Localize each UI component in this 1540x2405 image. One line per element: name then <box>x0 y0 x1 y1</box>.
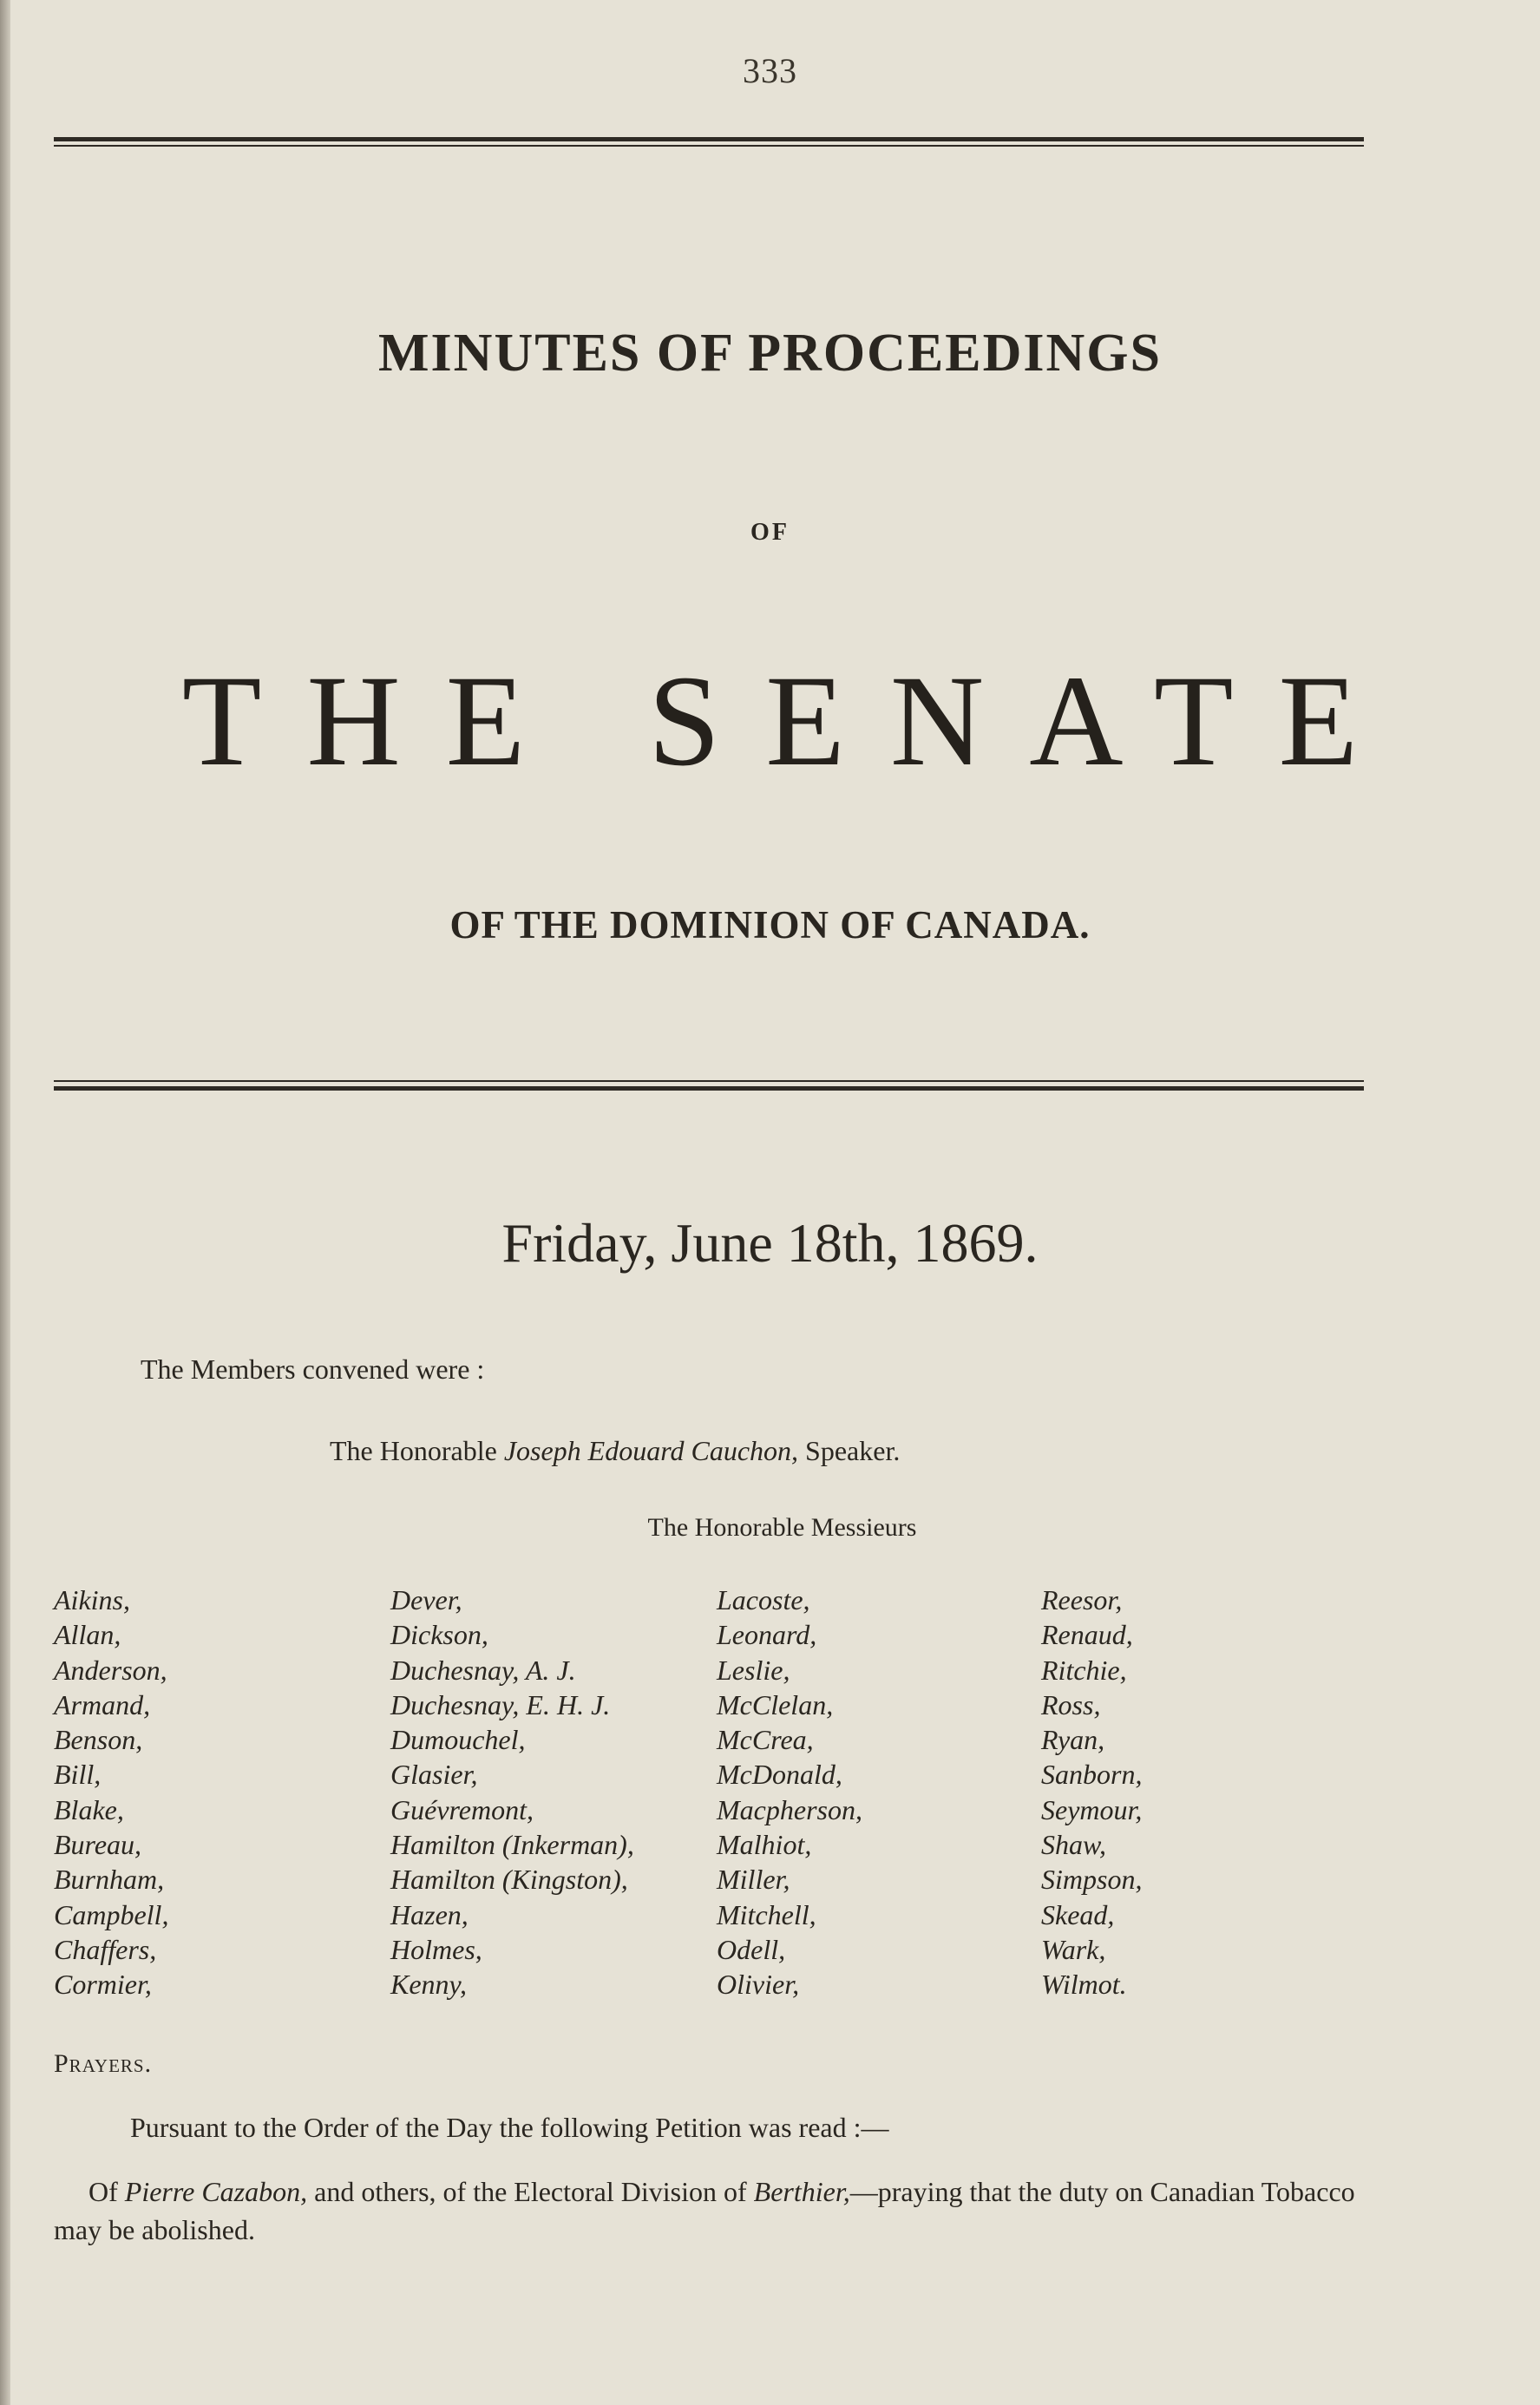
member-name: Ryan, <box>1041 1724 1105 1756</box>
member-column-1 <box>54 1583 168 2002</box>
member-name: Dever, <box>390 1584 462 1615</box>
member-name: Anderson, <box>54 1654 167 1686</box>
petition-paragraph <box>54 2172 1364 2249</box>
member-name: Ross, <box>1041 1688 1101 1720</box>
member-name: Olivier, <box>717 1969 800 2001</box>
petition-of: Of <box>88 2176 118 2207</box>
member-name: McClelan, <box>717 1688 834 1720</box>
member-name: Allan, <box>54 1619 121 1651</box>
prayers-heading: Prayers. <box>54 2049 153 2078</box>
member-name: Odell, <box>717 1933 786 1965</box>
order-of-day-line: Pursuant to the Order of the Day the following Petition was read :— <box>130 2112 889 2143</box>
member-name: Blake, <box>54 1793 124 1825</box>
member-column-3 <box>717 1583 862 2002</box>
member-name: Benson, <box>54 1724 143 1756</box>
member-name: Reesor, <box>1041 1584 1123 1615</box>
member-name: Hazen, <box>390 1898 469 1930</box>
member-name: Chaffers, <box>54 1933 157 1965</box>
member-name: Shaw, <box>1041 1829 1106 1861</box>
messieurs-heading: The Honorable Messieurs <box>647 1513 917 1542</box>
member-name: Dickson, <box>390 1619 488 1651</box>
members-heading: The Members convened were : <box>141 1353 485 1385</box>
member-name: Seymour, <box>1041 1793 1143 1825</box>
member-name: Bureau, <box>54 1829 142 1861</box>
member-name: McDonald, <box>717 1759 842 1791</box>
member-name: Miller, <box>717 1864 790 1896</box>
member-name: Kenny, <box>390 1969 467 2001</box>
member-name: Macpherson, <box>717 1793 862 1825</box>
member-name: Bill, <box>54 1759 102 1791</box>
member-name: Hamilton (Kingston), <box>390 1864 628 1896</box>
member-column-4 <box>1041 1583 1142 2002</box>
member-name: McCrea, <box>717 1724 814 1756</box>
member-name: Leonard, <box>717 1619 817 1651</box>
title-of: OF <box>750 519 790 546</box>
member-name: Aikins, <box>54 1584 130 1615</box>
member-name: Campbell, <box>54 1898 169 1930</box>
dominion-subtitle: OF THE DOMINION OF CANADA. <box>449 903 1091 947</box>
member-name: Duchesnay, E. H. J. <box>390 1688 611 1720</box>
member-name: Holmes, <box>390 1933 482 1965</box>
speaker-line <box>330 1435 900 1467</box>
senate-title: THE SENATE <box>181 649 1404 793</box>
session-date: Friday, June 18th, 1869. <box>501 1212 1039 1274</box>
member-name: Wilmot. <box>1041 1969 1127 2001</box>
section-double-rule <box>54 1080 1364 1091</box>
member-name: Burnham, <box>54 1864 165 1896</box>
header-double-rule <box>54 137 1364 147</box>
petitioner-name: Pierre Cazabon, <box>124 2176 308 2207</box>
member-name: Duchesnay, A. J. <box>390 1654 576 1686</box>
member-name: Leslie, <box>717 1654 790 1686</box>
petition-mid: and others, of the Electoral Division of <box>314 2176 747 2207</box>
member-name: Glasier, <box>390 1759 478 1791</box>
member-name: Ritchie, <box>1041 1654 1127 1686</box>
speaker-suffix: Speaker. <box>805 1435 901 1466</box>
member-name: Cormier, <box>54 1969 152 2001</box>
document-title: MINUTES OF PROCEEDINGS <box>378 324 1162 383</box>
petition-end: —praying that the duty on Canadian Tobacco may be abolished. <box>54 2176 1355 2245</box>
member-name: Hamilton (Inkerman), <box>390 1829 634 1861</box>
member-name: Guévremont, <box>390 1793 534 1825</box>
member-name: Renaud, <box>1041 1619 1133 1651</box>
member-name: Wark, <box>1041 1933 1106 1965</box>
member-name: Mitchell, <box>717 1898 816 1930</box>
member-name: Skead, <box>1041 1898 1115 1930</box>
electoral-division: Berthier, <box>753 2176 850 2207</box>
member-name: Dumouchel, <box>390 1724 526 1756</box>
member-column-2 <box>390 1583 634 2002</box>
member-name: Armand, <box>54 1688 151 1720</box>
member-name: Simpson, <box>1041 1864 1143 1896</box>
speaker-name: Joseph Edouard Cauchon, <box>503 1435 799 1466</box>
page-number: 333 <box>743 51 797 90</box>
member-name: Sanborn, <box>1041 1759 1143 1791</box>
member-name: Malhiot, <box>717 1829 812 1861</box>
member-name: Lacoste, <box>717 1584 810 1615</box>
speaker-prefix: The Honorable <box>330 1435 497 1466</box>
